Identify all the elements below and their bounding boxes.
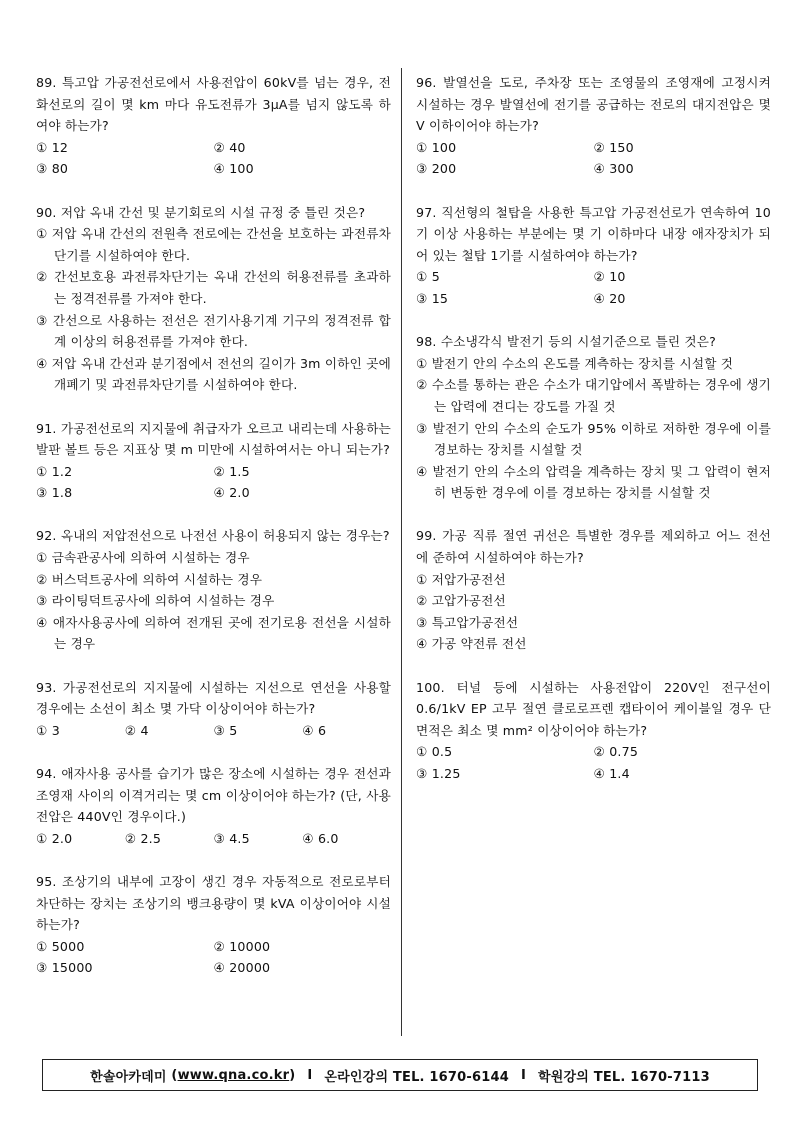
answer-options bbox=[416, 353, 771, 504]
answer-option[interactable]: ④ 20 bbox=[593, 290, 626, 306]
left-column bbox=[36, 72, 391, 1001]
question-block bbox=[416, 677, 771, 785]
answer-option[interactable]: ④ 발전기 안의 수소의 압력을 계측하는 장치 및 그 압력이 현저히 변동한 경우에 이를 경보하는 장치를 시설할 것 bbox=[416, 463, 771, 501]
question-stem: 94. 애자사용 공사를 습기가 많은 장소에 시설하는 경우 전선과 조영재 사이의 이격거리는 몇 cm 이상이어야 하는가? (단, 사용전압은 440V인 경우이다.) bbox=[36, 766, 391, 825]
footer-brand: 한솔아카데미 bbox=[90, 1069, 167, 1085]
answer-option[interactable]: ③ 특고압가공전선 bbox=[416, 614, 519, 630]
question-block bbox=[36, 677, 391, 742]
answer-options bbox=[36, 223, 391, 396]
question-block bbox=[416, 525, 771, 655]
answer-option[interactable]: ① 금속관공사에 의하여 시설하는 경우 bbox=[36, 550, 250, 566]
answer-option[interactable]: ② 1.5 bbox=[213, 463, 250, 479]
answer-option[interactable]: ② 150 bbox=[593, 139, 634, 155]
question-stem: 96. 발열선을 도로, 주차장 또는 조영물의 조영재에 고정시켜 시설하는 경우 발열선에 전기를 공급하는 전로의 대지전압은 몇 V 이하이어야 하는가? bbox=[416, 75, 771, 134]
question-block bbox=[36, 72, 391, 180]
answer-option[interactable]: ① 100 bbox=[416, 139, 457, 155]
footer-separator: I bbox=[520, 1067, 527, 1083]
answer-options bbox=[36, 828, 391, 850]
answer-option[interactable]: ① 저압 옥내 간선의 전원측 전로에는 간선을 보호하는 과전류차단기를 시설하여야 한다. bbox=[36, 226, 391, 263]
answer-option[interactable]: ③ 15000 bbox=[36, 960, 93, 976]
answer-option[interactable]: ③ 발전기 안의 수소의 순도가 95% 이하로 저하한 경우에 이를 경보하는 장치를 시설할 것 bbox=[416, 420, 771, 458]
question-block bbox=[36, 525, 391, 655]
answer-option[interactable]: ② 0.75 bbox=[593, 744, 639, 760]
answer-option[interactable]: ③ 1.25 bbox=[416, 766, 461, 781]
answer-option[interactable]: ② 2.5 bbox=[124, 830, 162, 846]
footer-bar: 한솔아카데미 ( www.qna.co.kr ) I 온라인강의 TEL. 1670-6144 I 학원강의 TEL. 1670-7113 bbox=[42, 1059, 758, 1091]
answer-option[interactable]: ② 고압가공전선 bbox=[416, 593, 506, 609]
answer-options bbox=[416, 569, 771, 655]
answer-option[interactable]: ③ 80 bbox=[36, 161, 69, 177]
question-block bbox=[416, 72, 771, 180]
answer-option[interactable]: ④ 6 bbox=[302, 722, 327, 738]
answer-options bbox=[36, 547, 391, 655]
answer-option[interactable]: ② 간선보호용 과전류차단기는 옥내 간선의 허용전류를 초과하는 정격전류를 가져야 한다. bbox=[36, 269, 391, 306]
answer-options bbox=[36, 137, 391, 180]
answer-option[interactable]: ④ 2.0 bbox=[213, 485, 250, 501]
answer-option[interactable]: ① 1.2 bbox=[36, 463, 73, 479]
answer-option[interactable]: ④ 100 bbox=[213, 161, 254, 177]
question-stem: 90. 저압 옥내 간선 및 분기회로의 시설 규정 중 틀린 것은? bbox=[36, 204, 366, 220]
answer-option[interactable]: ③ 200 bbox=[416, 161, 457, 177]
footer-separator: I bbox=[307, 1067, 313, 1083]
answer-options bbox=[416, 266, 771, 309]
answer-options bbox=[36, 720, 391, 742]
footer-online-phone: 온라인강의 TEL. 1670-6144 bbox=[324, 1069, 509, 1085]
question-stem: 91. 가공전선로의 지지물에 취급자가 오르고 내리는데 사용하는 발판 볼트 등은 지표상 몇 m 미만에 시설하여서는 아니 되는가? bbox=[36, 420, 391, 458]
answer-option[interactable]: ③ 15 bbox=[416, 290, 449, 306]
question-stem: 95. 조상기의 내부에 고장이 생긴 경우 자동적으로 전로로부터 차단하는 장치는 조상기의 뱅크용량이 몇 kVA 이상이어야 시설하는가? bbox=[36, 873, 391, 933]
answer-option[interactable]: ③ 5 bbox=[213, 722, 238, 738]
answer-options bbox=[36, 936, 391, 979]
answer-option[interactable]: ② 수소를 통하는 관은 수소가 대기압에서 폭발하는 경우에 생기는 압력에 견디는 강도를 가질 것 bbox=[416, 377, 771, 414]
answer-option[interactable]: ① 2.0 bbox=[36, 830, 73, 846]
answer-option[interactable]: ① 5 bbox=[416, 269, 440, 285]
answer-option[interactable]: ③ 라이팅덕트공사에 의하여 시설하는 경우 bbox=[36, 593, 275, 609]
answer-option[interactable]: ④ 6.0 bbox=[302, 830, 339, 846]
footer-academy-phone: 학원강의 TEL. 1670-7113 bbox=[538, 1069, 710, 1085]
answer-option[interactable]: ④ 1.4 bbox=[593, 766, 630, 781]
footer-url-link[interactable]: www.qna.co.kr bbox=[177, 1067, 290, 1083]
answer-option[interactable]: ① 0.5 bbox=[416, 744, 453, 760]
answer-option[interactable]: ② 버스덕트공사에 의하여 시설하는 경우 bbox=[36, 571, 263, 587]
answer-option[interactable]: ① 5000 bbox=[36, 938, 85, 954]
answer-option[interactable]: ③ 1.8 bbox=[36, 485, 73, 501]
question-block bbox=[416, 202, 771, 310]
question-stem: 100. 터널 등에 시설하는 사용전압이 220V인 전구선이 0.6/1kV EP 고무 절연 클로로프렌 캡타이어 케이블일 경우 단면적은 최소 몇 mm² 이상이어야 하는가? bbox=[416, 679, 771, 738]
question-block bbox=[36, 763, 391, 849]
answer-option[interactable]: ② 10 bbox=[593, 269, 626, 285]
column-divider bbox=[401, 68, 402, 1036]
question-stem: 97. 직선형의 철탑을 사용한 특고압 가공전선로가 연속하여 10기 이상 사용하는 부분에는 몇 기 이하마다 내장 애자장치가 되어 있는 철탑 1기를 시설하여야 하는가? bbox=[416, 204, 771, 263]
answer-option[interactable]: ④ 300 bbox=[593, 161, 634, 177]
answer-options bbox=[416, 137, 771, 180]
answer-options bbox=[36, 461, 391, 504]
answer-option[interactable]: ① 12 bbox=[36, 139, 69, 155]
answer-option[interactable]: ① 발전기 안의 수소의 온도를 계측하는 장치를 시설할 것 bbox=[416, 355, 734, 371]
answer-option[interactable]: ① 저압가공전선 bbox=[416, 571, 506, 587]
right-column bbox=[416, 72, 771, 806]
answer-option[interactable]: ④ 가공 약전류 전선 bbox=[416, 636, 527, 652]
question-stem: 92. 옥내의 저압전선으로 나전선 사용이 허용되지 않는 경우는? bbox=[36, 528, 390, 544]
answer-option[interactable]: ④ 저압 옥내 간선과 분기점에서 전선의 길이가 3m 이하인 곳에 개폐기 및 과전류차단기를 시설하여야 한다. bbox=[36, 355, 391, 393]
answer-options bbox=[416, 741, 771, 784]
question-block bbox=[36, 418, 391, 504]
question-block bbox=[416, 331, 771, 504]
answer-option[interactable]: ③ 4.5 bbox=[213, 830, 250, 846]
question-stem: 89. 특고압 가공전선로에서 사용전압이 60kV를 넘는 경우, 전화선로의 길이 몇 km 마다 유도전류가 3μA를 넘지 않도록 하여야 하는가? bbox=[36, 75, 391, 134]
question-stem: 98. 수소냉각식 발전기 등의 시설기준으로 틀린 것은? bbox=[416, 334, 717, 350]
answer-option[interactable]: ② 10000 bbox=[213, 938, 271, 954]
answer-option[interactable]: ③ 간선으로 사용하는 전선은 전기사용기계 기구의 정격전류 합계 이상의 허용전류를 가져야 한다. bbox=[36, 312, 391, 350]
answer-option[interactable]: ④ 20000 bbox=[213, 960, 271, 976]
answer-option[interactable]: ④ 애자사용공사에 의하여 전개된 곳에 전기로용 전선을 시설하는 경우 bbox=[36, 614, 391, 652]
question-stem: 99. 가공 직류 절연 귀선은 특별한 경우를 제외하고 어느 전선에 준하여 시설하여야 하는가? bbox=[416, 528, 771, 566]
answer-option[interactable]: ② 4 bbox=[124, 722, 149, 738]
question-block bbox=[36, 202, 391, 396]
answer-option[interactable]: ① 3 bbox=[36, 722, 60, 738]
question-block bbox=[36, 871, 391, 979]
question-stem: 93. 가공전선로의 지지물에 시설하는 지선으로 연선을 사용할 경우에는 소선이 최소 몇 가닥 이상이어야 하는가? bbox=[36, 679, 391, 717]
answer-option[interactable]: ② 40 bbox=[213, 139, 246, 155]
